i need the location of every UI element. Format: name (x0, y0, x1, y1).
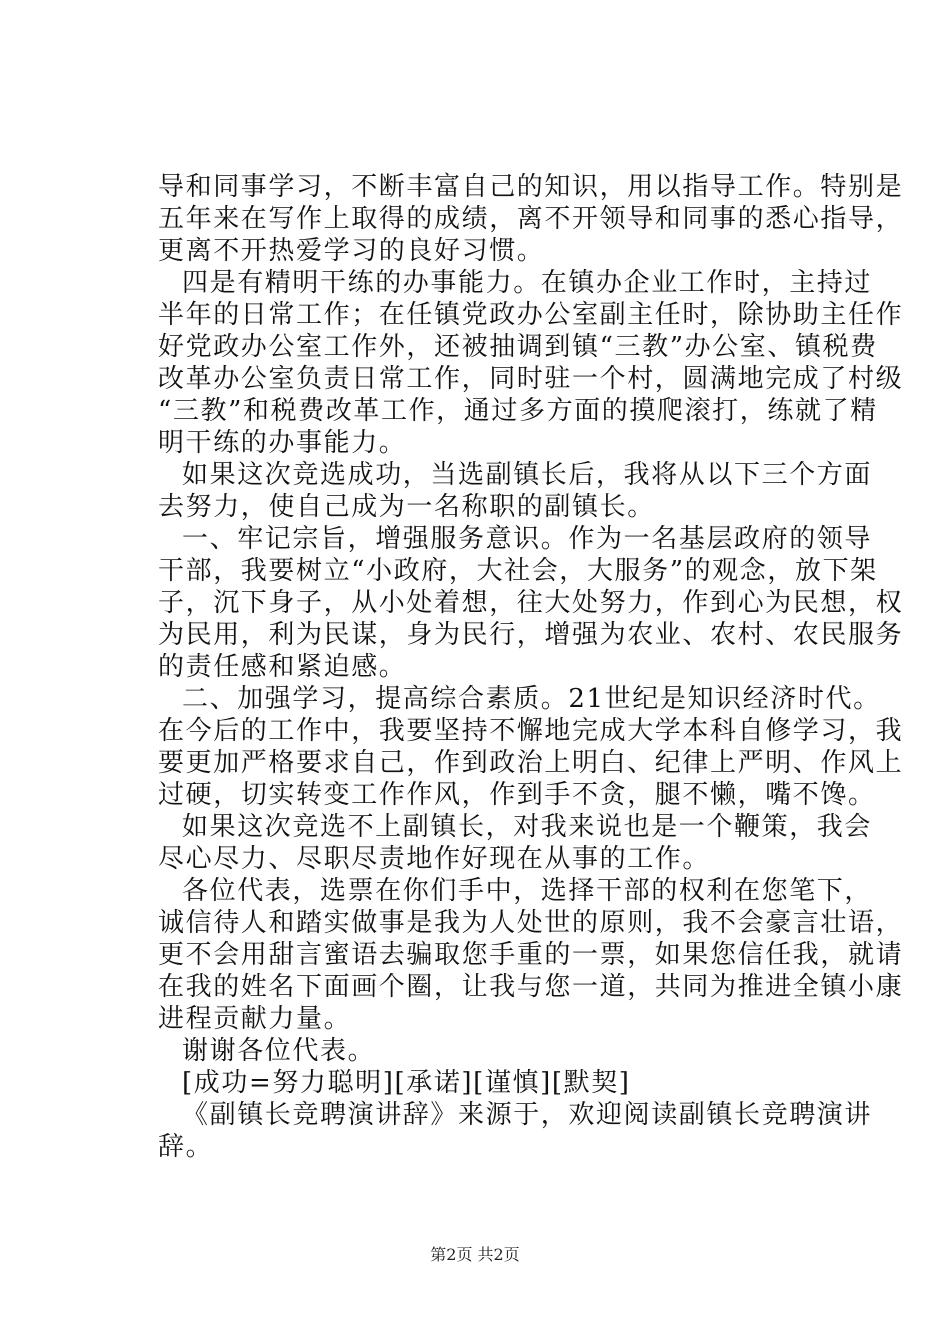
text-line: 在我的姓名下面画个圈，让我与您一道，共同为推进全镇小康 (158, 972, 904, 1002)
text-line: 进程贡献力量。 (158, 1004, 352, 1034)
text-line: 改革办公室负责日常工作，同时驻一个村，圆满地完成了村级 (158, 364, 904, 394)
text-line: 如果这次竞选不上副镇长，对我来说也是一个鞭策，我会 (182, 812, 873, 842)
text-line: 五年来在写作上取得的成绩，离不开领导和同事的悉心指导， (158, 204, 904, 234)
text-line: 更离不开热爱学习的良好习惯。 (158, 236, 545, 266)
text-line: 如果这次竞选成功，当选副镇长后，我将从以下三个方面 (182, 460, 873, 490)
text-line: 的责任感和紧迫感。 (158, 652, 407, 682)
document-body (158, 171, 904, 1163)
text-line: “三教”和税费改革工作，通过多方面的摸爬滚打，练就了精 (158, 396, 878, 426)
text-line: 《副镇长竞聘演讲辞》来源于，欢迎阅读副镇长竞聘演讲 (182, 1100, 873, 1130)
text-line: 诚信待人和踏实做事是我为人处世的原则，我不会豪言壮语， (158, 908, 904, 938)
text-line: 各位代表，选票在你们手中，选择干部的权利在您笔下， (182, 876, 873, 906)
text-line: [成功=努力聪明][承诺][谨慎][默契] (182, 1068, 631, 1098)
text-line: 去努力，使自己成为一名称职的副镇长。 (158, 492, 655, 522)
text-line: 明干练的办事能力。 (158, 428, 407, 458)
text-line: 尽心尽力、尽职尽责地作好现在从事的工作。 (158, 844, 711, 874)
text-line: 半年的日常工作；在任镇党政办公室副主任时，除协助主任作 (158, 300, 904, 330)
text-line: 好党政办公室工作外，还被抽调到镇“三教”办公室、镇税费 (158, 332, 878, 362)
page-number-footer: 第2页 共2页 (430, 1245, 520, 1264)
text-line: 为民用，利为民谋，身为民行，增强为农业、农村、农民服务 (158, 620, 904, 650)
text-line: 二、加强学习，提高综合素质。21世纪是知识经济时代。 (182, 684, 881, 714)
text-line: 要更加严格要求自己，作到政治上明白、纪律上严明、作风上 (158, 748, 904, 778)
text-line: 谢谢各位代表。 (182, 1036, 376, 1066)
text-line: 更不会用甜言蜜语去骗取您手重的一票，如果您信任我，就请 (158, 940, 904, 970)
text-line: 子，沉下身子，从小处着想，往大处努力，作到心为民想，权 (158, 588, 904, 618)
text-line: 四是有精明干练的办事能力。在镇办企业工作时，主持过 (182, 268, 873, 298)
text-line: 辞。 (158, 1132, 214, 1162)
text-line: 导和同事学习，不断丰富自己的知识，用以指导工作。特别是 (158, 172, 904, 202)
text-line: 过硬，切实转变工作作风，作到手不贪，腿不懒，嘴不馋。 (158, 780, 876, 810)
text-line: 一、牢记宗旨，增强服务意识。作为一名基层政府的领导 (182, 524, 873, 554)
text-line: 干部，我要树立“小政府，大社会，大服务”的观念，放下架 (158, 556, 878, 586)
text-line: 在今后的工作中，我要坚持不懈地完成大学本科自修学习，我 (158, 716, 904, 746)
